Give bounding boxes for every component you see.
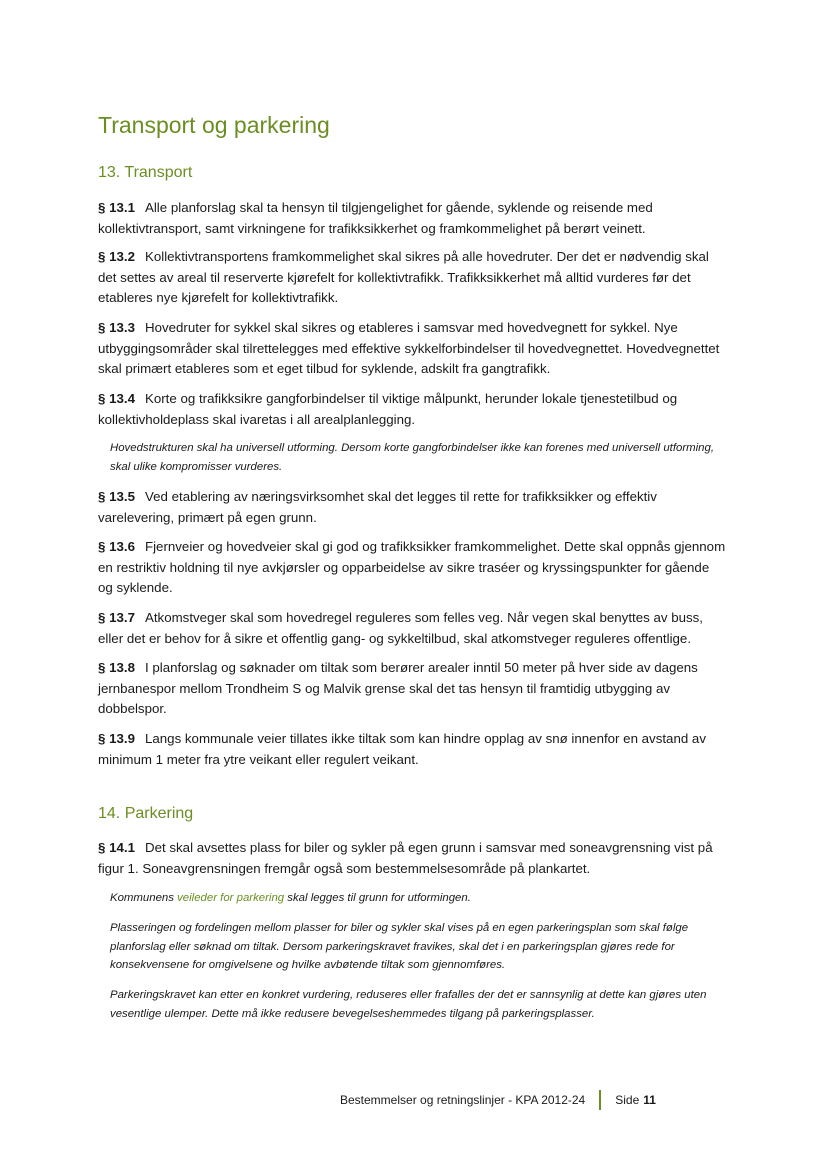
paragraph-text: Fjernveier og hovedveier skal gi god og trafikksikker framkommelighet. Dette skal oppnås gjennom en restriktiv holdning til nye avkjørsler og opparbeidelse av sikre traséer og kryssingspunkter for gående og syklende. <box>98 539 726 595</box>
paragraph-number: § 14.1 <box>98 840 135 855</box>
paragraph-number: § 13.3 <box>98 320 135 335</box>
paragraph-number: § 13.5 <box>98 489 135 504</box>
paragraph-text: Ved etablering av næringsvirksomhet skal det legges til rette for trafikksikker og effektiv varelevering, primært på egen grunn. <box>98 489 657 525</box>
paragraph-13-9 <box>98 729 726 770</box>
page-footer <box>340 1090 656 1110</box>
parking-guide-link[interactable]: veileder for parkering <box>177 892 285 904</box>
paragraph-13-5 <box>98 487 726 528</box>
paragraph-number: § 13.2 <box>98 249 135 264</box>
paragraph-14-1 <box>98 838 726 879</box>
paragraph-13-3 <box>98 318 726 380</box>
page-title: Transport og parkering <box>98 112 330 138</box>
paragraph-text: Alle planforslag skal ta hensyn til tilgjengelighet for gående, syklende og reisende med kollektivtransport, samt virkningene for trafikksikkerhet og framkommelighet på berørt veinett. <box>98 200 653 236</box>
paragraph-number: § 13.8 <box>98 660 135 675</box>
paragraph-text: Korte og trafikksikre gangforbindelser til viktige målpunkt, herunder lokale tjenestetilbud og kollektivholdeplass skal ivaretas i all arealplanlegging. <box>98 391 678 427</box>
paragraph-number: § 13.1 <box>98 200 135 215</box>
paragraph-text: Det skal avsettes plass for biler og sykler på egen grunn i samsvar med soneavgrensning vist på figur 1. Soneavgrensningen fremgår også som bestemmelsesområde på plankartet. <box>98 840 713 876</box>
footer-page-number: 11 <box>643 1093 656 1107</box>
paragraph-text: Kollektivtransportens framkommelighet skal sikres på alle hovedruter. Der det er nødvendig skal det settes av areal til reserverte kjørefelt for kollektivtrafikk. Trafikksikkerhet må alltid vurderes før det etableres nye kjørefelt for kollektivtrafikk. <box>98 249 709 305</box>
footer-divider <box>599 1090 601 1110</box>
paragraph-number: § 13.7 <box>98 610 135 625</box>
section-heading-transport: 13. Transport <box>98 164 193 181</box>
paragraph-13-8 <box>98 658 726 720</box>
paragraph-13-1 <box>98 198 726 239</box>
guideline-parking-guide <box>110 889 726 908</box>
paragraph-number: § 13.6 <box>98 539 135 554</box>
guideline-parking-reduction: Parkeringskravet kan etter en konkret vurdering, reduseres eller frafalles der det er sannsynlig at dette kan gjøres uten vesentlige ulemper. Dette må ikke redusere bevegelseshemmedes tilgang på parkeringsplasser. <box>110 989 707 1020</box>
footer-page-label: Side <box>615 1093 640 1107</box>
paragraph-number: § 13.9 <box>98 731 135 746</box>
paragraph-13-4 <box>98 389 726 430</box>
paragraph-text: Langs kommunale veier tillates ikke tiltak som kan hindre opplag av snø innenfor en avstand av minimum 1 meter fra ytre veikant eller regulert veikant. <box>98 731 706 767</box>
section-heading-parkering: 14. Parkering <box>98 805 194 822</box>
guideline-universal-design: Hovedstrukturen skal ha universell utforming. Dersom korte gangforbindelser ikke kan forenes med universell utforming, skal ulike kompromisser vurderes. <box>110 442 714 473</box>
paragraph-13-2 <box>98 247 726 309</box>
paragraph-13-7 <box>98 608 726 649</box>
paragraph-13-6 <box>98 537 726 599</box>
paragraph-text: I planforslag og søknader om tiltak som berører arealer inntil 50 meter på hver side av dagens jernbanespor mellom Trondheim S og Malvik grense skal det tas hensyn til framtidig utbygging av dobbelspor. <box>98 660 698 716</box>
paragraph-text: Atkomstveger skal som hovedregel reguleres som felles veg. Når vegen skal benyttes av buss, eller det er behov for å sikre et offentlig gang- og sykkeltilbud, skal atkomstveger reguleres offentlige. <box>98 610 703 646</box>
paragraph-text: Hovedruter for sykkel skal sikres og etableres i samsvar med hovedvegnett for sykkel. Nye utbyggingsområder skal tilrettelegges med effektive sykkelforbindelser til hovedvegnettet. Hovedvegnettet skal primært etableres som et eget tilbud for syklende, adskilt fra gangtrafikk. <box>98 320 720 376</box>
guideline-text: skal legges til grunn for utformingen. <box>284 892 471 904</box>
guideline-text: Kommunens <box>110 892 178 904</box>
guideline-parking-plan: Plasseringen og fordelingen mellom plasser for biler og sykler skal vises på en egen parkeringsplan som skal følge planforslag eller søknad om tiltak. Dersom parkeringskravet fravikes, skal det i en parkeringsplan gjøres rede for konsekvensene for omgivelsene og hvilke avbøtende tiltak som gjennomføres. <box>110 922 689 971</box>
footer-document-name: Bestemmelser og retningslinjer - KPA 2012-24 <box>340 1093 586 1107</box>
paragraph-number: § 13.4 <box>98 391 135 406</box>
